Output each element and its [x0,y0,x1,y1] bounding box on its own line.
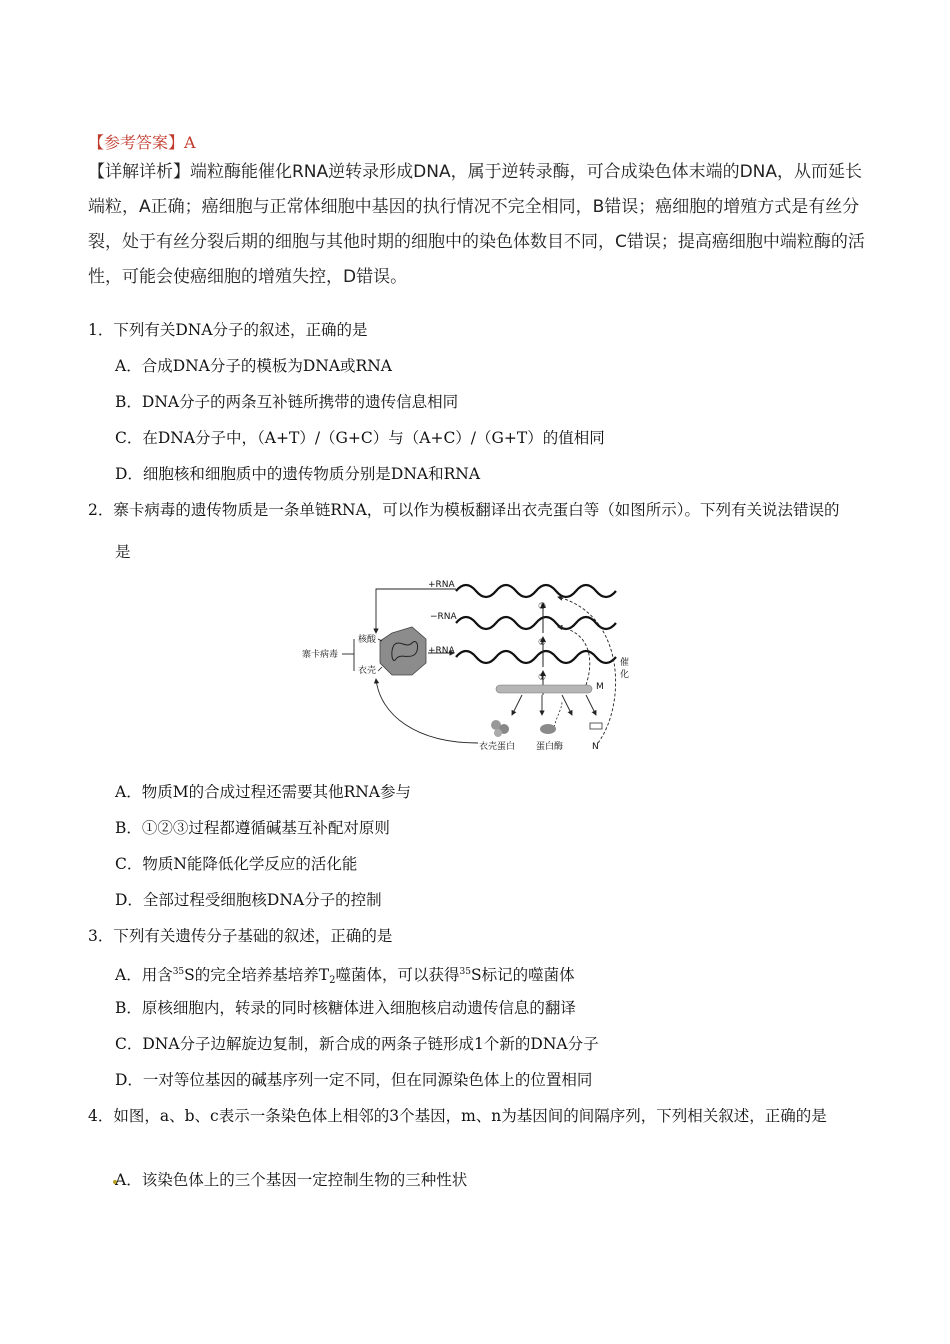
q3-option-a: A．用含$^{35}$S的完全培养基培养$T_2$噬菌体，可以获得$^{35}$S标记的噬菌体 [115,966,575,986]
m-ribosome-bar [496,685,592,693]
q2-stem-cont: 是 [115,543,131,561]
capsid-label: 衣壳 [358,666,377,676]
virus-label: 寨卡病毒 [302,650,339,660]
enzyme-shape [540,724,556,734]
plus-rna-mid-wave [456,651,616,663]
q3-option-c: C．DNA分子边解旋边复制，新合成的两条子链形成1个新的DNA分子 [115,1035,599,1053]
answer-label: 【参考答案】 [88,133,185,152]
step2-label: ② [538,638,547,648]
plus-rna-mid-label: +RNA [428,646,455,656]
q2-option-d: D．全部过程受细胞核DNA分子的控制 [115,891,382,909]
n-label: N [592,742,599,752]
q2-option-c: C．物质N能降低化学反应的活化能 [115,855,358,873]
virus-particle [380,627,426,675]
answer-value: A [184,133,196,152]
n-shape [590,723,602,729]
q1-stem: 1．下列有关DNA分子的叙述，正确的是 [88,321,368,339]
q3-option-b: B．原核细胞内，转录的同时核糖体进入细胞核启动遗传信息的翻译 [115,999,576,1017]
q2-stem: 2．寨卡病毒的遗传物质是一条单链RNA，可以作为模板翻译出衣壳蛋白等（如图所示）。下列有关说法错误的 [88,501,840,519]
zika-virus-diagram [296,575,636,755]
plus-rna-top-label: +RNA [428,580,455,590]
q3-option-d: D．一对等位基因的碱基序列一定不同，但在同源染色体上的位置相同 [115,1071,593,1089]
explanation-label: 【详解详析】 [88,162,190,182]
m-label: M [596,682,604,692]
q1-option-c: C．在DNA分子中，（A+T）/（G+C）与（A+C）/（G+T）的值相同 [115,429,605,447]
q2-option-a: A．物质M的合成过程还需要其他RNA参与 [115,783,411,801]
minus-rna-label: −RNA [430,612,457,622]
catalyze-label-2: 化 [620,670,630,680]
step1-label: ① [538,673,547,683]
q1-option-d: D．细胞核和细胞质中的遗传物质分别是DNA和RNA [115,465,481,483]
q3-stem: 3．下列有关遗传分子基础的叙述，正确的是 [88,927,393,945]
q2-option-b: B．①②③过程都遵循碱基互补配对原则 [115,819,390,837]
enzyme-label: 蛋白酶 [536,742,564,752]
explanation-text: 端粒酶能催化RNA逆转录形成DNA，属于逆转录酶，可合成染色体末端的DNA，从而延长端粒，A正确；癌细胞与正常体细胞中基因的执行情况不完全相同，B错误；癌细胞的增殖方式是有丝分裂，处于有丝分裂后期的细胞与其他时期的细胞中的染色体数目不同，C错误；提高癌细胞中端粒酶的活性，可能会使癌细胞的增殖失控，D错误。 [88,162,865,287]
q4-option-a: A．该染色体上的三个基因一定控制生物的三种性状 [115,1171,468,1189]
explanation [88,155,872,295]
q1-option-a: A．合成DNA分子的模板为DNA或RNA [115,357,392,375]
answer-line [88,130,196,153]
nucleic-label: 核酸 [358,635,377,645]
catalyze-label-1: 催 [620,658,630,668]
minus-rna-wave [456,617,616,629]
q4-stem: 4．如图，a、b、c表示一条染色体上相邻的3个基因，m、n为基因间的间隔序列，下列相关叙述，正确的是 [88,1107,827,1125]
capsid-protein-label: 衣壳蛋白 [479,742,516,752]
plus-rna-top-wave [456,585,616,597]
q1-option-b: B．DNA分子的两条互补链所携带的遗传信息相同 [115,393,459,411]
step3-label: ③ [538,602,547,612]
